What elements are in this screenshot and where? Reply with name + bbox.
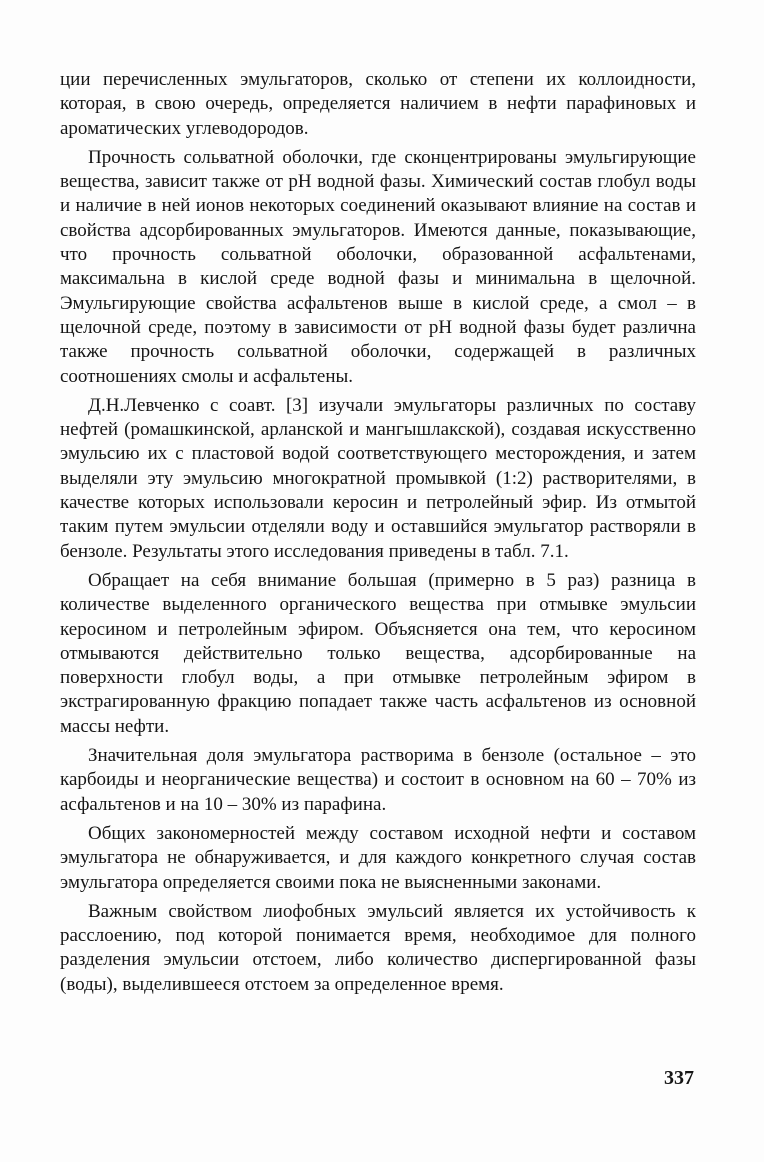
paragraph-no-regularities: Общих закономерностей между составом исходной нефти и составом эмульгатора не обнаруживается, и для каждого конкретного случая состав эмульгатора определяется своими пока не выясненными законами. (60, 822, 696, 893)
paragraph-emulsion-stability: Важным свойством лиофобных эмульсий является их устойчивость к расслоению, под которой понимается время, необходимое для полного разделения эмульсии отстоем, либо количество диспергированной фазы (воды), выделившееся отстоем за определенное время. (60, 900, 696, 995)
paragraph-continued: ции перечисленных эмульгаторов, сколько от степени их коллоидности, которая, в свою очередь, определяется наличием в нефти парафиновых и ароматических углеводородов. (60, 69, 696, 139)
paragraph-emulsifier-composition: Значительная доля эмульгатора растворима в бензоле (остальное – это карбоиды и неорганические вещества) и состоит в основном на 60 – 70% из асфальтенов и на 10 – 30% из парафина. (60, 745, 696, 815)
paragraph-washing-difference: Обращает на себя внимание большая (примерно в 5 раз) разница в количестве выделенного органического вещества при отмывке эмульсии керосином и петролейным эфиром. Объясняется она тем, что керосином отмываются действительно только вещества, адсорбированные на поверхности глобул воды, а при отмывке петролейным эфиром в экстрагированную фракцию попадает также часть асфальтенов из основной массы нефти. (60, 569, 696, 737)
body-text (60, 68, 696, 1002)
page-number: 337 (664, 1067, 694, 1089)
paragraph-solvate-shell: Прочность сольватной оболочки, где сконцентрированы эмульгирующие вещества, зависит также от pH водной фазы. Химический состав глобул воды и наличие в ней ионов некоторых соединений оказывают влияние на состав и свойства адсорбированных эмульгаторов. Имеются данные, показывающие, что прочность сольватной оболочки, образованной асфальтенами, максимальна в кислой среде водной фазы и минимальна в щелочной. Эмульгирующие свойства асфальтенов выше в кислой среде, а смол – в щелочной среде, поэтому в зависимости от pH водной фазы будет различна также прочность сольватной оболочки, содержащей в различных соотношениях смолы и асфальтены. (60, 146, 696, 387)
paragraph-levchenko-study: Д.Н.Левченко с соавт. [3] изучали эмульгаторы различных по составу нефтей (ромашкинской, арланской и мангышлакской), создавая искусственно эмульсию их с пластовой водой соответствующего месторождения, и затем выделяли эту эмульсию многократной промывкой (1:2) растворителями, в качестве которых использовали керосин и петролейный эфир. Из отмытой таким путем эмульсии отделяли воду и оставшийся эмульгатор растворяли в бензоле. Результаты этого исследования приведены в табл. 7.1. (60, 394, 696, 562)
